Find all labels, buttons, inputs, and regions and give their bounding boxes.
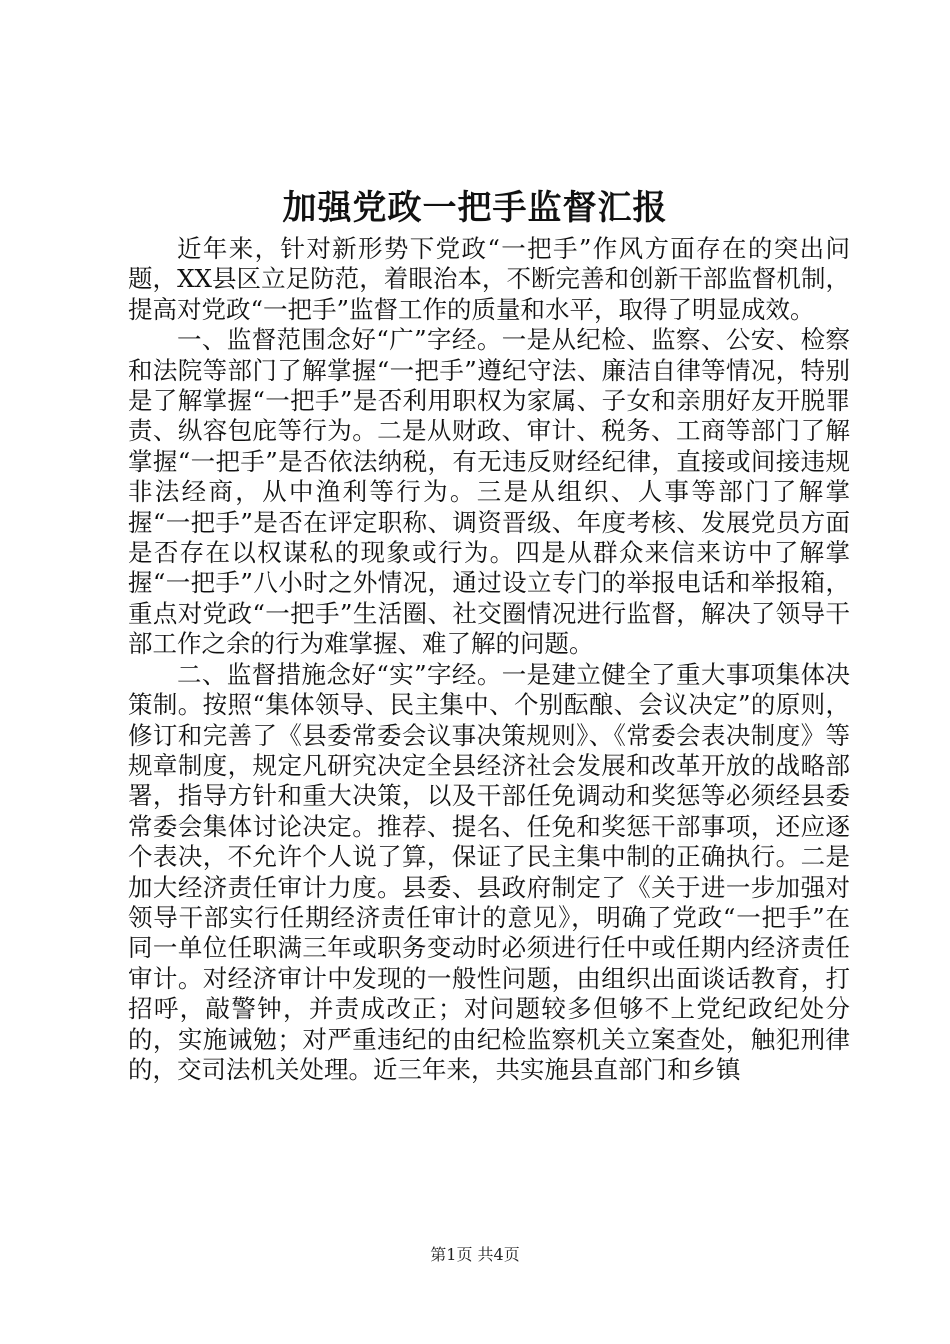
document-body: [128, 234, 850, 1085]
paragraph-intro: 近年来，针对新形势下党政“一把手”作风方面存在的突出问题，XX县区立足防范，着眼治本，不断完善和创新干部监督机制，提高对党政“一把手”监督工作的质量和水平，取得了明显成效。: [128, 234, 850, 324]
paragraph-section-2: 二、监督措施念好“实”字经。一是建立健全了重大事项集体决策制。按照“集体领导、民主集中、个别酝酿、会议决定”的原则，修订和完善了《县委常委会议事决策规则》、《常委会表决制度》等规章制度，规定凡研究决定全县经济社会发展和改革开放的战略部署，指导方针和重大决策，以及干部任免调动和奖惩等必须经县委常委会集体讨论决定。推荐、提名、任免和奖惩干部事项，还应逐个表决，不允许个人说了算，保证了民主集中制的正确执行。二是加大经济责任审计力度。县委、县政府制定了《关于进一步加强对领导干部实行任期经济责任审计的意见》，明确了党政“一把手”在同一单位任职满三年或职务变动时必须进行任中或任期内经济责任审计。对经济审计中发现的一般性问题，由组织出面谈话教育，打招呼，敲警钟，并责成改正；对问题较多但够不上党纪政纪处分的，实施诫勉；对严重违纪的由纪检监察机关立案查处，触犯刑律的，交司法机关处理。近三年来，共实施县直部门和乡镇: [128, 659, 850, 1084]
page-number-footer: 第1页 共4页: [430, 1245, 520, 1264]
paragraph-section-1: 一、监督范围念好“广”字经。一是从纪检、监察、公安、检察和法院等部门了解掌握“一把手”遵纪守法、廉洁自律等情况，特别是了解掌握“一把手”是否利用职权为家属、子女和亲朋好友开脱罪责、纵容包庇等行为。二是从财政、审计、税务、工商等部门了解掌握“一把手”是否依法纳税，有无违反财经纪律，直接或间接违规非法经商，从中渔利等行为。三是从组织、人事等部门了解掌握“一把手”是否在评定职称、调资晋级、年度考核、发展党员方面是否存在以权谋私的现象或行为。四是从群众来信来访中了解掌握“一把手”八小时之外情况，通过设立专门的举报电话和举报箱，重点对党政“一把手”生活圈、社交圈情况进行监督，解决了领导干部工作之余的行为难掌握、难了解的问题。: [128, 325, 850, 659]
document-title: 加强党政一把手监督汇报: [282, 188, 668, 228]
